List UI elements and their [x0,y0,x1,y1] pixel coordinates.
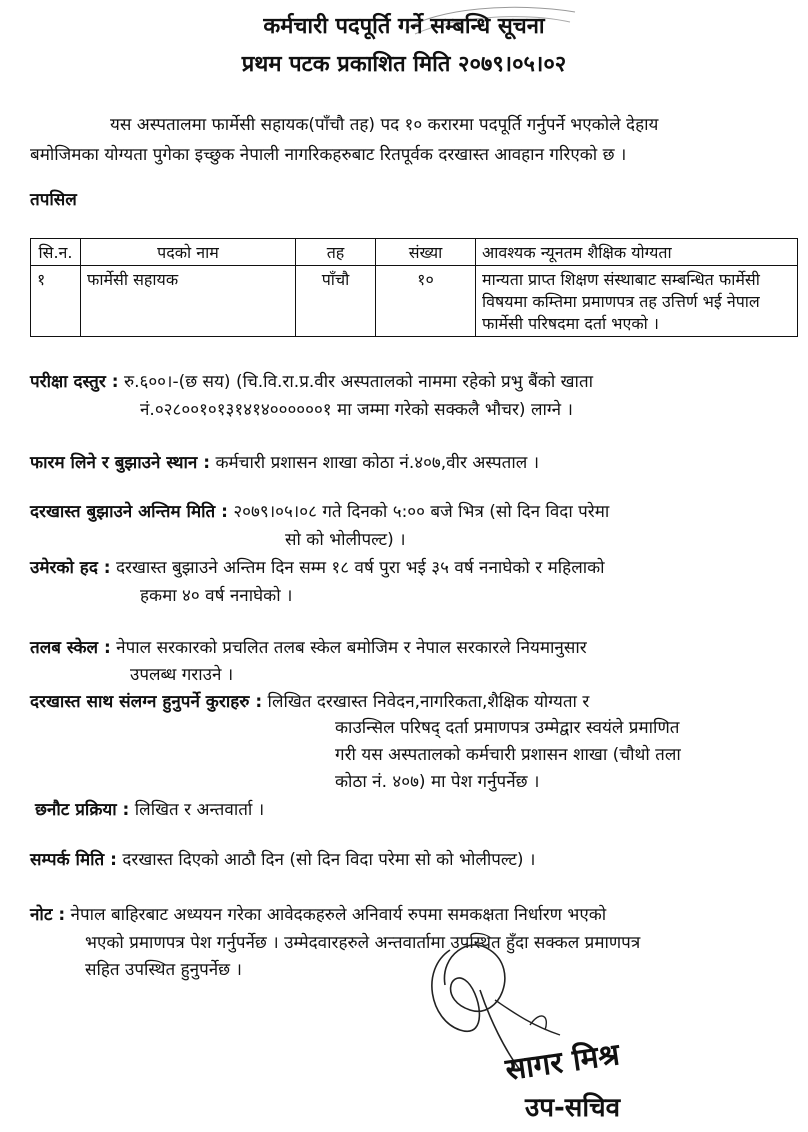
intro-line-2: बमोजिमका योग्यता पुगेका इच्छुक नेपाली नागरिकहरुबाट रितपूर्वक दरखास्त आवहान गरिएको छ । [30,145,627,165]
selection-section [35,795,264,825]
notice-title: कर्मचारी पदपूर्ति गर्ने सम्बन्धि सूचना [263,14,545,39]
age-line-2: हकमा ४० वर्ष ननाघेको । [140,586,293,606]
note-line-1: नेपाल बाहिरबाट अध्ययन गरेका आवेदकहरुले अनिवार्य रुपमा समकक्षता निर्धारण भएको [70,905,607,925]
cell-qualification [476,266,798,337]
deadline-line-1: २०७९।०५।०८ गते दिनको ५:०० बजे भित्र (सो दिन विदा परेमा [233,502,610,522]
documents-line-3: गरी यस अस्पतालको कर्मचारी प्रशासन शाखा (चौथो तला [335,745,681,765]
salary-line-1: नेपाल सरकारको प्रचलित तलब स्केल बमोजिम र नेपाल सरकारले नियमानुसार [116,638,587,658]
note-label: नोट : [30,905,66,925]
documents-line-4: कोठा नं. ४०७) मा पेश गर्नुपर्नेछ । [335,772,540,792]
col-header-post: पदको नाम [81,239,296,266]
contact-label: सम्पर्क मिति : [30,850,117,870]
fee-line-1: रु.६००।-(छ सय) (चि.वि.रा.प्र.वीर अस्पतालको नाममा रहेको प्रभु बैंको खाता [123,372,594,392]
note-line-3: सहित उपस्थित हुनुपर्नेछ । [85,960,242,980]
documents-label: दरखास्त साथ संलग्न हुनुपर्ने कुराहरु : [30,692,263,712]
cell-level: पाँचौ [296,266,376,337]
table-row [31,266,798,337]
selection-line-1: लिखित र अन्तवार्ता । [134,800,265,820]
intro-line-1: यस अस्पतालमा फार्मेसी सहायक(पाँचौ तह) पद १० करारमा पदपूर्ति गर्नुपर्ने भएकोले देहाय [110,115,659,135]
note-line-2: भएको प्रमाणपत्र पेश गर्नुपर्नेछ । उम्मेदवारहरुले अन्तवार्तामा उपस्थित हुँदा सक्कल प्रमाणपत्र [85,933,641,953]
qualification-line-2: विषयमा कम्तिमा प्रमाणपत्र तह उत्तिर्ण भई नेपाल [482,292,760,311]
place-label: फारम लिने र बुझाउने स्थान : [30,453,211,473]
fee-section [30,367,593,397]
qualification-line-1: मान्यता प्राप्त शिक्षण संस्थाबाट सम्बन्धित फार्मेसी [482,270,760,289]
selection-label: छनौट प्रक्रिया : [35,800,130,820]
deadline-section [30,497,609,527]
salary-label: तलब स्केल : [30,638,111,658]
salary-section [30,633,587,663]
place-section [30,448,539,478]
signatory-designation: उप-सचिव [525,1093,621,1123]
col-header-count: संख्या [376,239,476,266]
contact-line-1: दरखास्त दिएको आठौ दिन (सो दिन विदा परेमा सो को भोलीपल्ट) । [122,850,536,870]
deadline-label: दरखास्त बुझाउने अन्तिम मिति : [30,502,228,522]
documents-line-1: लिखित दरखास्त निवेदन,नागरिकता,शैक्षिक योग्यता र [267,692,590,712]
deadline-line-2: सो को भोलीपल्ट) । [285,530,406,550]
contact-section [30,845,535,875]
fee-label: परीक्षा दस्तुर : [30,372,119,392]
qualification-line-3: फार्मेसी परिषदमा दर्ता भएको । [482,314,659,333]
note-section [30,900,606,930]
age-label: उमेरको हद : [30,558,111,578]
documents-line-2: काउन्सिल परिषद् दर्ता प्रमाणपत्र उम्मेद्वार स्वयंले प्रमाणित [335,718,680,738]
salary-line-2: उपलब्ध गराउने । [130,665,234,685]
age-section [30,553,605,583]
signatory-name: सागर मिश्र [503,1037,622,1088]
fee-line-2: नं.०२८००१०१३१४१४००००००१ मा जम्मा गरेको सक्कलै भौचर) लाग्ने । [140,400,573,420]
cell-sn: १ [31,266,81,337]
table-header-row [31,239,798,266]
cell-count: १० [376,266,476,337]
col-header-level: तह [296,239,376,266]
col-header-sn: सि.न. [31,239,81,266]
age-line-1: दरखास्त बुझाउने अन्तिम दिन सम्म १८ वर्ष पुरा भई ३५ वर्ष ननाघेको र महिलाको [116,558,605,578]
vacancy-table [30,238,798,337]
tapasil-heading: तपसिल [30,190,77,210]
publish-date-line: प्रथम पटक प्रकाशित मिति २०७९।०५।०२ [241,52,567,77]
place-line-1: कर्मचारी प्रशासन शाखा कोठा नं.४०७,वीर अस्पताल । [215,453,540,473]
cell-post: फार्मेसी सहायक [81,266,296,337]
col-header-qualification: आवश्यक न्यूनतम शैक्षिक योग्यता [476,239,798,266]
